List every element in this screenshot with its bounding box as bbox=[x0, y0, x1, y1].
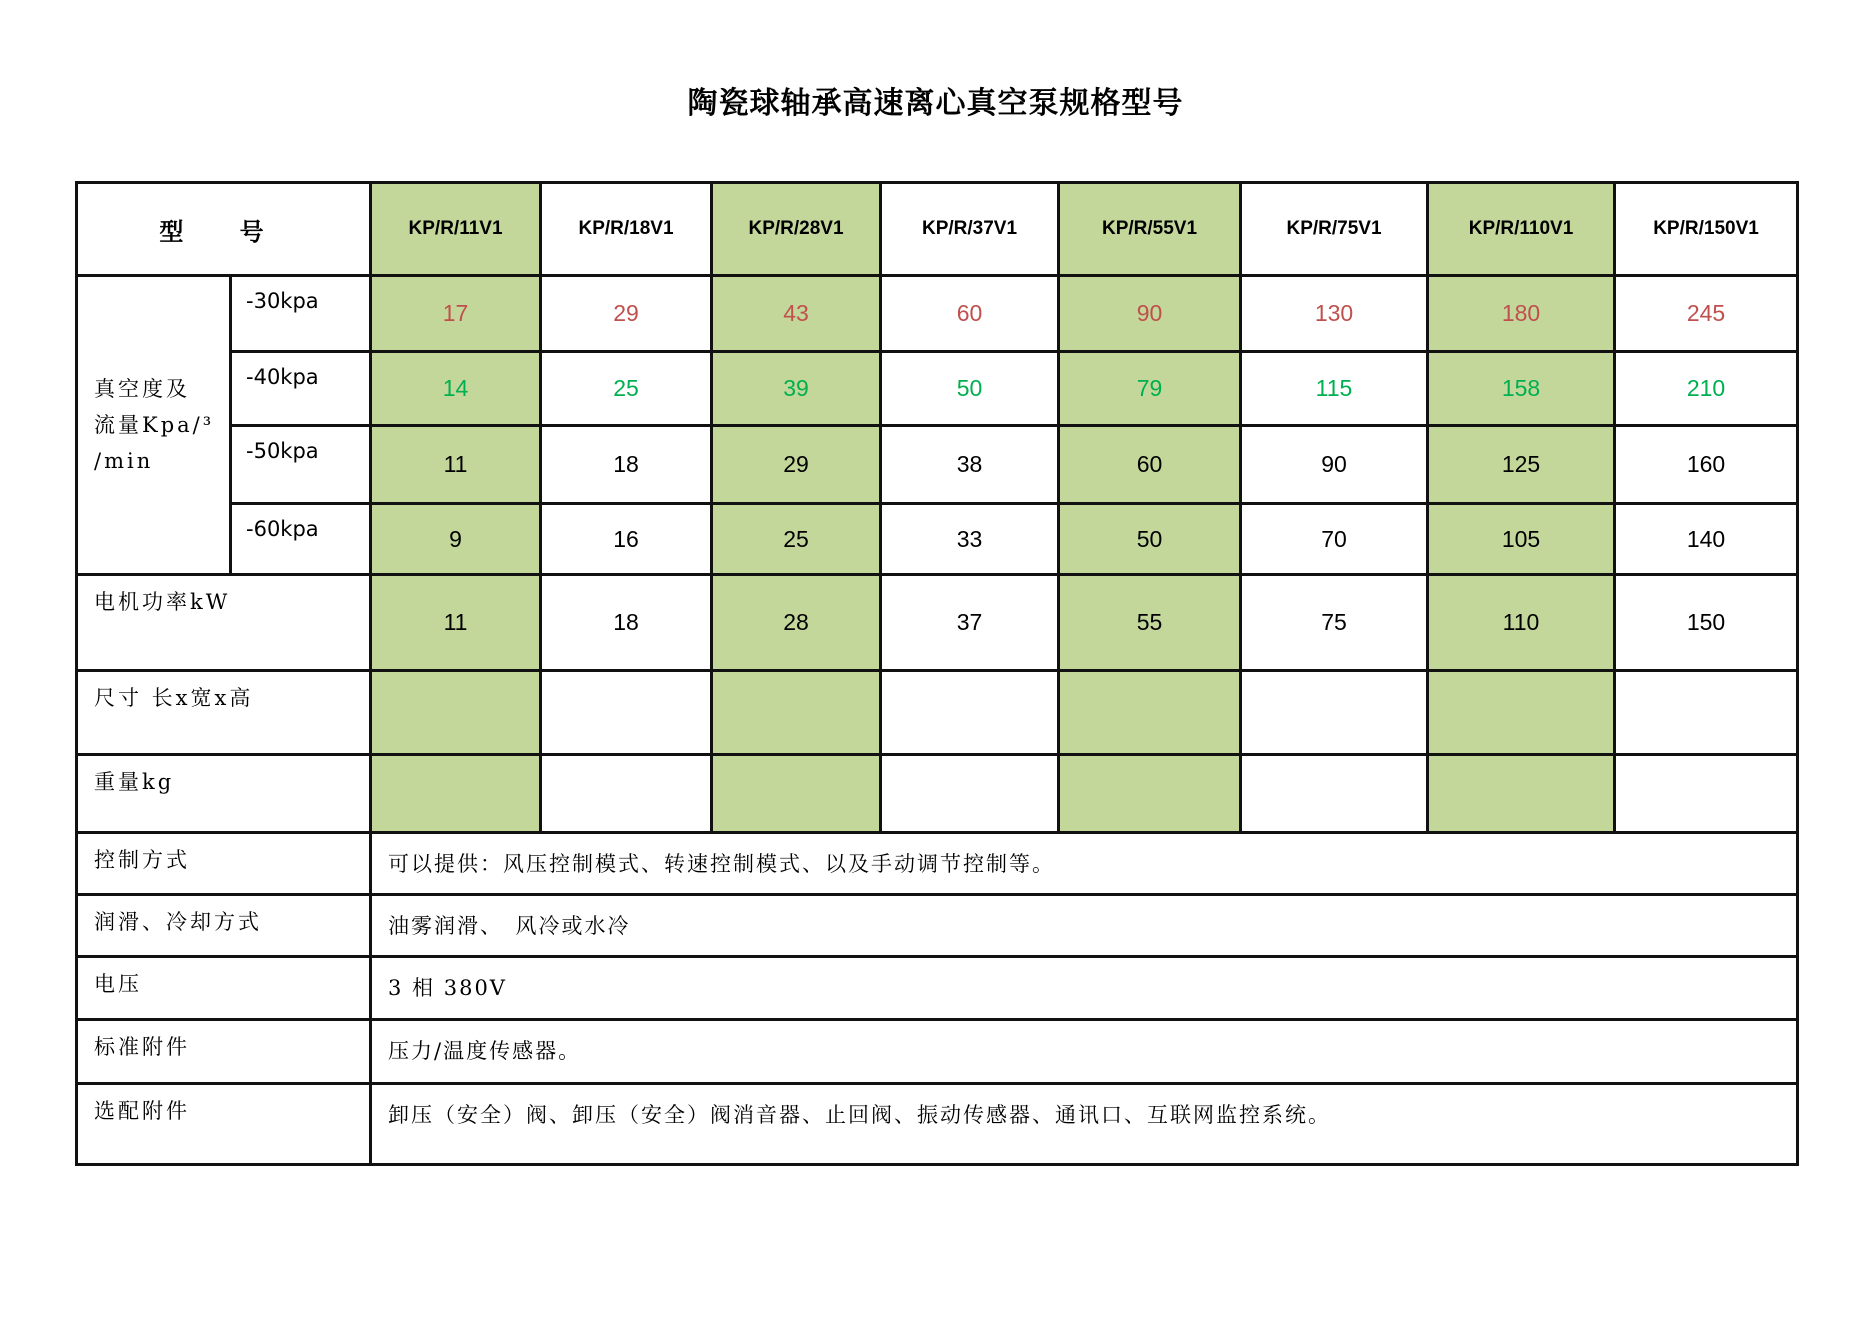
flow-value: 160 bbox=[1615, 426, 1798, 504]
pressure-label: -40kpa bbox=[231, 352, 371, 426]
pressure-label: -60kpa bbox=[231, 504, 371, 575]
flow-value: 9 bbox=[371, 504, 541, 575]
dimensions-label: 尺寸 长x宽x高 bbox=[77, 671, 371, 755]
flow-value: 125 bbox=[1428, 426, 1615, 504]
motor-power-value: 55 bbox=[1059, 575, 1241, 671]
flow-value: 25 bbox=[541, 352, 712, 426]
voltage-label: 电压 bbox=[77, 957, 371, 1020]
voltage-value: 3 相 380V bbox=[371, 957, 1798, 1020]
flow-value: 25 bbox=[712, 504, 881, 575]
document-title: 陶瓷球轴承高速离心真空泵规格型号 bbox=[687, 86, 1184, 121]
flow-value: 115 bbox=[1241, 352, 1428, 426]
weight-value bbox=[541, 755, 712, 833]
standard-accessories-row bbox=[77, 1020, 1798, 1084]
optional-accessories-value: 卸压（安全）阀、卸压（安全）阀消音器、止回阀、振动传感器、通讯口、互联网监控系统。 bbox=[371, 1084, 1798, 1165]
dimensions-value bbox=[1615, 671, 1798, 755]
flow-value: 18 bbox=[541, 426, 712, 504]
lubrication-cooling-label: 润滑、冷却方式 bbox=[77, 895, 371, 957]
model-header-cell: KP/R/110V1 bbox=[1428, 183, 1615, 276]
flow-value: 79 bbox=[1059, 352, 1241, 426]
flow-value: 11 bbox=[371, 426, 541, 504]
flow-row-60kpa bbox=[77, 504, 1798, 575]
weight-value bbox=[1428, 755, 1615, 833]
optional-accessories-label: 选配附件 bbox=[77, 1084, 371, 1165]
flow-value: 60 bbox=[1059, 426, 1241, 504]
flow-value: 43 bbox=[712, 276, 881, 352]
model-header-cell: KP/R/28V1 bbox=[712, 183, 881, 276]
vacuum-flow-label-line2: 流量Kpa/³ bbox=[94, 413, 215, 437]
flow-value: 60 bbox=[881, 276, 1059, 352]
lubrication-cooling-value: 油雾润滑、 风冷或水冷 bbox=[371, 895, 1798, 957]
model-header-cell: KP/R/150V1 bbox=[1615, 183, 1798, 276]
flow-value: 90 bbox=[1241, 426, 1428, 504]
vacuum-flow-label-line1: 真空度及 bbox=[94, 377, 190, 401]
flow-value: 33 bbox=[881, 504, 1059, 575]
motor-power-value: 75 bbox=[1241, 575, 1428, 671]
dimensions-row bbox=[77, 671, 1798, 755]
flow-value: 39 bbox=[712, 352, 881, 426]
dimensions-value bbox=[1428, 671, 1615, 755]
flow-row-50kpa bbox=[77, 426, 1798, 504]
motor-power-value: 18 bbox=[541, 575, 712, 671]
flow-value: 105 bbox=[1428, 504, 1615, 575]
pressure-label: -50kpa bbox=[231, 426, 371, 504]
flow-value: 29 bbox=[712, 426, 881, 504]
dimensions-value bbox=[371, 671, 541, 755]
dimensions-value bbox=[1059, 671, 1241, 755]
dimensions-value bbox=[541, 671, 712, 755]
voltage-row bbox=[77, 957, 1798, 1020]
model-header-cell: KP/R/37V1 bbox=[881, 183, 1059, 276]
flow-value: 16 bbox=[541, 504, 712, 575]
spec-table bbox=[75, 181, 1799, 1166]
standard-accessories-label: 标准附件 bbox=[77, 1020, 371, 1084]
model-header-cell: KP/R/75V1 bbox=[1241, 183, 1428, 276]
motor-power-label: 电机功率kW bbox=[77, 575, 371, 671]
flow-row-40kpa bbox=[77, 352, 1798, 426]
model-header-cell: KP/R/18V1 bbox=[541, 183, 712, 276]
weight-label: 重量kg bbox=[77, 755, 371, 833]
flow-value: 140 bbox=[1615, 504, 1798, 575]
weight-value bbox=[1615, 755, 1798, 833]
flow-value: 14 bbox=[371, 352, 541, 426]
motor-power-row bbox=[77, 575, 1798, 671]
flow-value: 70 bbox=[1241, 504, 1428, 575]
optional-accessories-row bbox=[77, 1084, 1798, 1165]
motor-power-value: 150 bbox=[1615, 575, 1798, 671]
motor-power-value: 110 bbox=[1428, 575, 1615, 671]
flow-value: 158 bbox=[1428, 352, 1615, 426]
control-mode-value: 可以提供：风压控制模式、转速控制模式、以及手动调节控制等。 bbox=[371, 833, 1798, 895]
model-header-label: 型 号 bbox=[77, 183, 371, 276]
flow-value: 17 bbox=[371, 276, 541, 352]
model-header-cell: KP/R/11V1 bbox=[371, 183, 541, 276]
dimensions-value bbox=[712, 671, 881, 755]
motor-power-value: 11 bbox=[371, 575, 541, 671]
weight-value bbox=[712, 755, 881, 833]
vacuum-flow-label bbox=[77, 276, 231, 575]
motor-power-value: 28 bbox=[712, 575, 881, 671]
dimensions-value bbox=[1241, 671, 1428, 755]
flow-value: 29 bbox=[541, 276, 712, 352]
vacuum-flow-label-line3: /min bbox=[94, 449, 154, 473]
standard-accessories-value: 压力/温度传感器。 bbox=[371, 1020, 1798, 1084]
flow-value: 180 bbox=[1428, 276, 1615, 352]
model-header-row bbox=[77, 183, 1798, 276]
flow-value: 130 bbox=[1241, 276, 1428, 352]
weight-value bbox=[1241, 755, 1428, 833]
control-mode-label: 控制方式 bbox=[77, 833, 371, 895]
weight-row bbox=[77, 755, 1798, 833]
weight-value bbox=[881, 755, 1059, 833]
flow-value: 50 bbox=[1059, 504, 1241, 575]
flow-value: 210 bbox=[1615, 352, 1798, 426]
lubrication-cooling-row bbox=[77, 895, 1798, 957]
pressure-label: -30kpa bbox=[231, 276, 371, 352]
flow-value: 38 bbox=[881, 426, 1059, 504]
flow-value: 50 bbox=[881, 352, 1059, 426]
flow-value: 245 bbox=[1615, 276, 1798, 352]
control-mode-row bbox=[77, 833, 1798, 895]
model-header-cell: KP/R/55V1 bbox=[1059, 183, 1241, 276]
motor-power-value: 37 bbox=[881, 575, 1059, 671]
flow-value: 90 bbox=[1059, 276, 1241, 352]
flow-row-30kpa bbox=[77, 276, 1798, 352]
weight-value bbox=[1059, 755, 1241, 833]
weight-value bbox=[371, 755, 541, 833]
dimensions-value bbox=[881, 671, 1059, 755]
